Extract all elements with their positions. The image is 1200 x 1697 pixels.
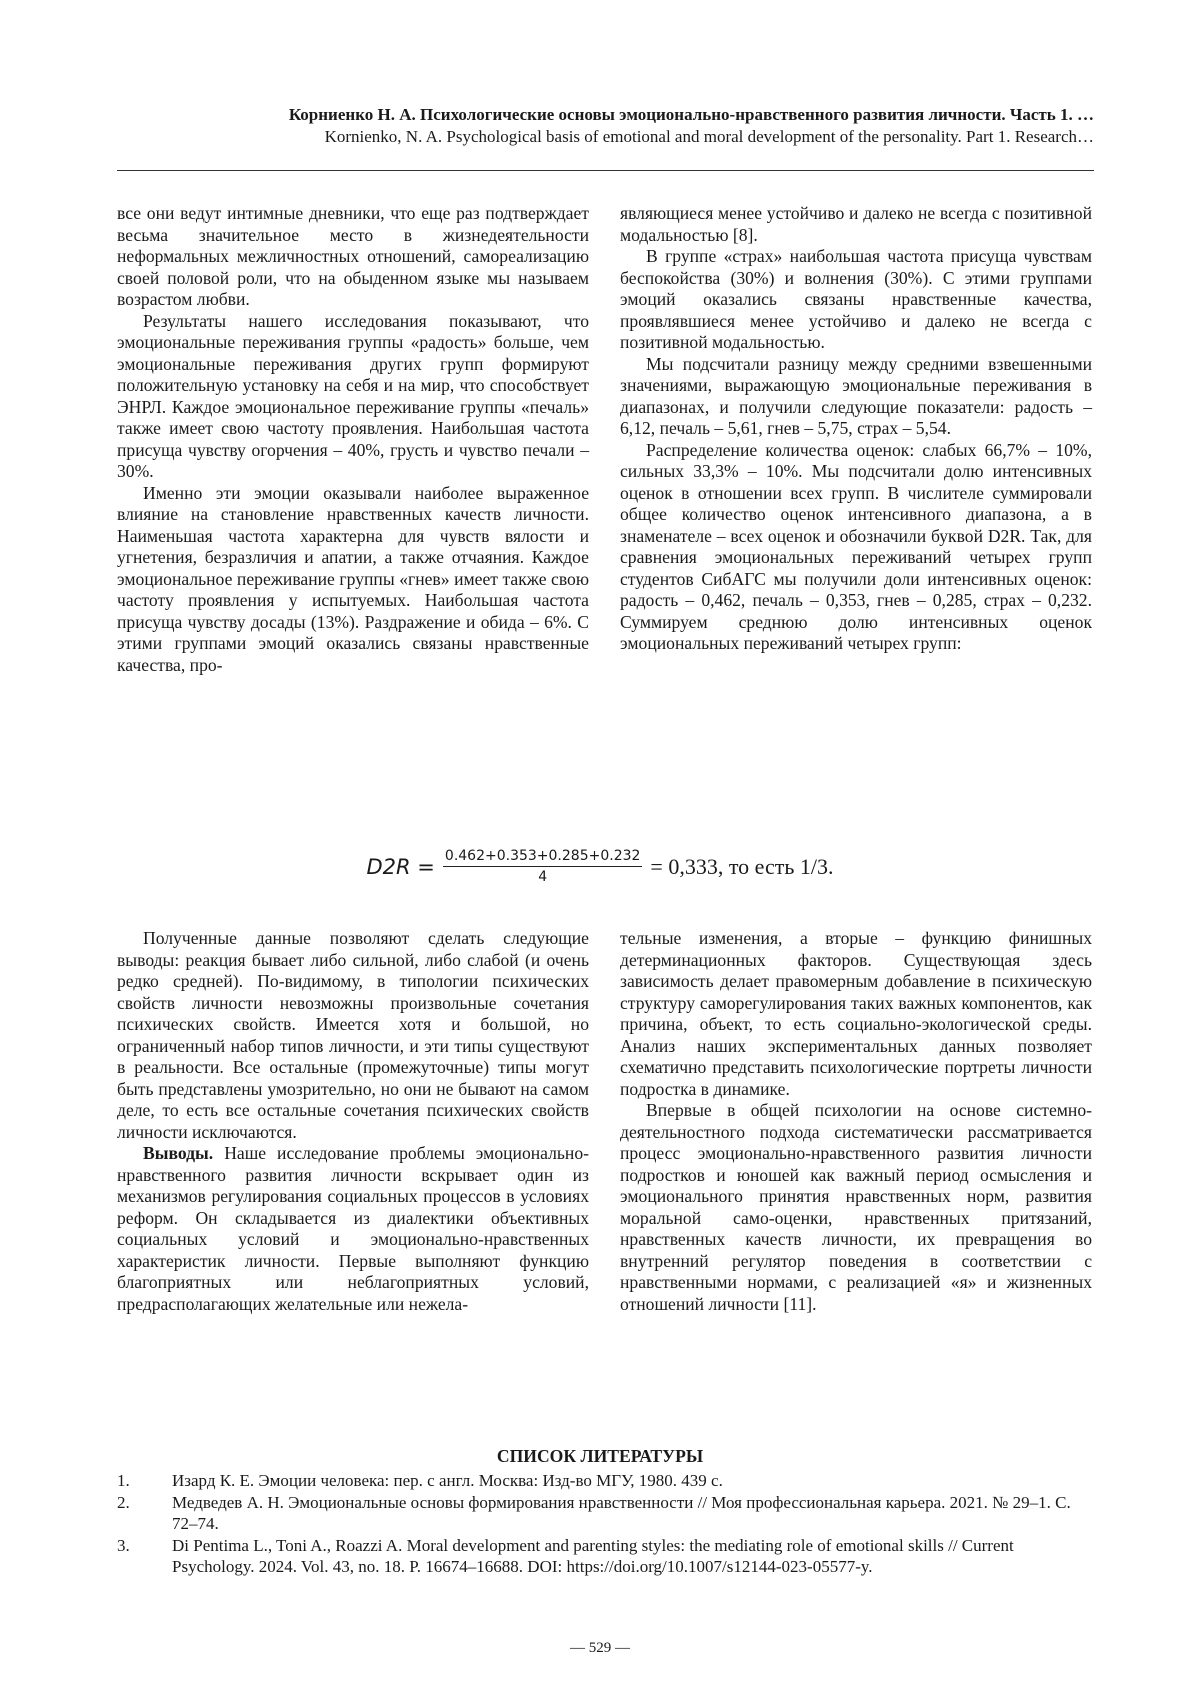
header-divider <box>117 170 1094 171</box>
paragraph: тельные изменения, а вторые – функцию финишных детерминационных факторов. Существующая здесь зависимость делает правомерным добавление в психическую структуру саморегулирования таких важных компонентов, как причина, объект, то есть социально-экологической среды. Анализ наших экспериментальных данных позволяет схематично представить психологические портреты личности подростка в динамике. <box>620 928 1092 1100</box>
references-list <box>117 1470 1094 1578</box>
paragraph: все они ведут интимные дневники, что еще раз подтверждает весьма значительное место в жизнедеятельности неформальных межличностных отношений, самореализацию своей половой роли, что на обыденном языке мы называем возрастом любви. <box>117 203 589 311</box>
paragraph: Впервые в общей психологии на основе системно-деятельностного подхода систематически рассматривается процесс эмоционально-нравственного развития личности подростков и юношей как важный период осмысления и эмоционального принятия нравственных норм, развития моральной само-оценки, нравственных притязаний, нравственных качеств личности, их превращения во внутренний регулятор поведения в соответствии с нравственными нормами, с реализацией «я» и жизненных отношений личности [11]. <box>620 1100 1092 1315</box>
formula-fraction <box>443 848 643 885</box>
reference-number: 2. <box>117 1492 172 1535</box>
paragraph: Распределение количества оценок: слабых 66,7% – 10%, сильных 33,3% – 10%. Мы подсчитали долю интенсивных оценок в отношении всех групп. В числителе суммировали общее количество оценок интенсивного диапазона, а в знаменателе – всех оценок и обозначили буквой D2R. Так, для сравнения эмоциональных переживаний четырех групп студентов СибАГС мы получили доли интенсивных оценок: радость – 0,462, печаль – 0,353, гнев – 0,285, страх – 0,232. Суммируем среднюю долю интенсивных оценок эмоциональных переживаний четырех групп: <box>620 440 1092 655</box>
header-en: Kornienko, N. A. Psychological basis of emotional and moral development of the personality. Part 1. Research… <box>117 126 1094 148</box>
paragraph: Полученные данные позволяют сделать следующие выводы: реакция бывает либо сильной, либо слабой (и очень редко средней). По-видимому, в типологии психических свойств личности невозможны произвольные сочетания психических свойств. Имеется хотя и большой, но ограниченный набор типов личности, и эти типы существуют в реальности. Все остальные (промежуточные) типы могут быть представлены умозрительно, но они не бывают на самом деле, то есть все остальные сочетания психических свойств личности исключаются. <box>117 928 589 1143</box>
column-left-top <box>117 203 589 676</box>
reference-text: Di Pentima L., Toni A., Roazzi A. Moral development and parenting styles: the mediating role of emotional skills // Current Psychology. 2024. Vol. 43, no. 18. P. 16674–16688. DOI: https://doi.org/10.1007/s12144-023-05577-y. <box>172 1535 1094 1578</box>
paragraph: являющиеся менее устойчиво и далеко не всегда с позитивной модальностью [8]. <box>620 203 1092 246</box>
paragraph: Мы подсчитали разницу между средними взвешенными значениями, выражающую эмоциональные переживания в диапазонах, и получили следующие показатели: радость – 6,12, печаль – 5,61, гнев – 5,75, страх – 5,54. <box>620 354 1092 440</box>
running-header <box>117 104 1094 148</box>
formula-lhs: D2R = <box>367 855 435 879</box>
reference-text: Изард К. Е. Эмоции человека: пер. с англ. Москва: Изд-во МГУ, 1980. 439 с. <box>172 1470 1094 1492</box>
conclusions-label: Выводы. <box>143 1143 213 1163</box>
reference-text: Медведев А. Н. Эмоциональные основы формирования нравственности // Моя профессиональная карьера. 2021. № 29–1. С. 72–74. <box>172 1492 1094 1535</box>
conclusions-paragraph <box>117 1143 589 1315</box>
formula <box>0 848 1200 885</box>
reference-number: 3. <box>117 1535 172 1578</box>
paragraph: Результаты нашего исследования показывают, что эмоциональные переживания группы «радость» больше, чем эмоциональные переживания других групп формируют положительную установку на себя и на мир, что способствует ЭНРЛ. Каждое эмоциональное переживание группы «печаль» также имеет свою частоту проявления. Наибольшая частота присуща чувству огорчения – 40%, грусть и чувство печали – 30%. <box>117 311 589 483</box>
reference-number: 1. <box>117 1470 172 1492</box>
paragraph: В группе «страх» наибольшая частота присуща чувствам беспокойства (30%) и волнения (30%). С этими группами эмоций оказались связаны нравственные качества, проявлявшиеся менее устойчиво и далеко не всегда с позитивной модальностью. <box>620 246 1092 354</box>
page-number: — 529 — <box>0 1640 1200 1657</box>
column-left-bottom <box>117 928 589 1315</box>
column-right-top <box>620 203 1092 655</box>
references-title: СПИСОК ЛИТЕРАТУРЫ <box>0 1446 1200 1467</box>
reference-item <box>117 1492 1094 1535</box>
formula-denominator: 4 <box>538 867 547 885</box>
reference-item <box>117 1535 1094 1578</box>
formula-rhs: = 0,333, то есть 1/3. <box>650 854 833 880</box>
formula-numerator: 0.462+0.353+0.285+0.232 <box>443 848 643 867</box>
column-right-bottom <box>620 928 1092 1315</box>
header-ru: Корниенко Н. А. Психологические основы эмоционально-нравственного развития личности. Часть 1. … <box>117 104 1094 126</box>
reference-item <box>117 1470 1094 1492</box>
conclusions-text: Наше исследование проблемы эмоционально-нравственного развития личности вскрывает один из механизмов регулирования социальных процессов в условиях реформ. Он складывается из диалектики объективных социальных условий и эмоционально-нравственных характеристик личности. Первые выполняют функцию благоприятных или неблагоприятных условий, предрасполагающих желательные или нежела- <box>117 1143 589 1314</box>
paragraph: Именно эти эмоции оказывали наиболее выраженное влияние на становление нравственных качеств личности. Наименьшая частота характерна для чувств вялости и угнетения, безразличия и апатии, а также отчаяния. Каждое эмоциональное переживание группы «гнев» имеет также свою частоту проявления у испытуемых. Наибольшая частота присуща чувству досады (13%). Раздражение и обида – 6%. С этими группами эмоций оказались связаны нравственные качества, про- <box>117 483 589 677</box>
